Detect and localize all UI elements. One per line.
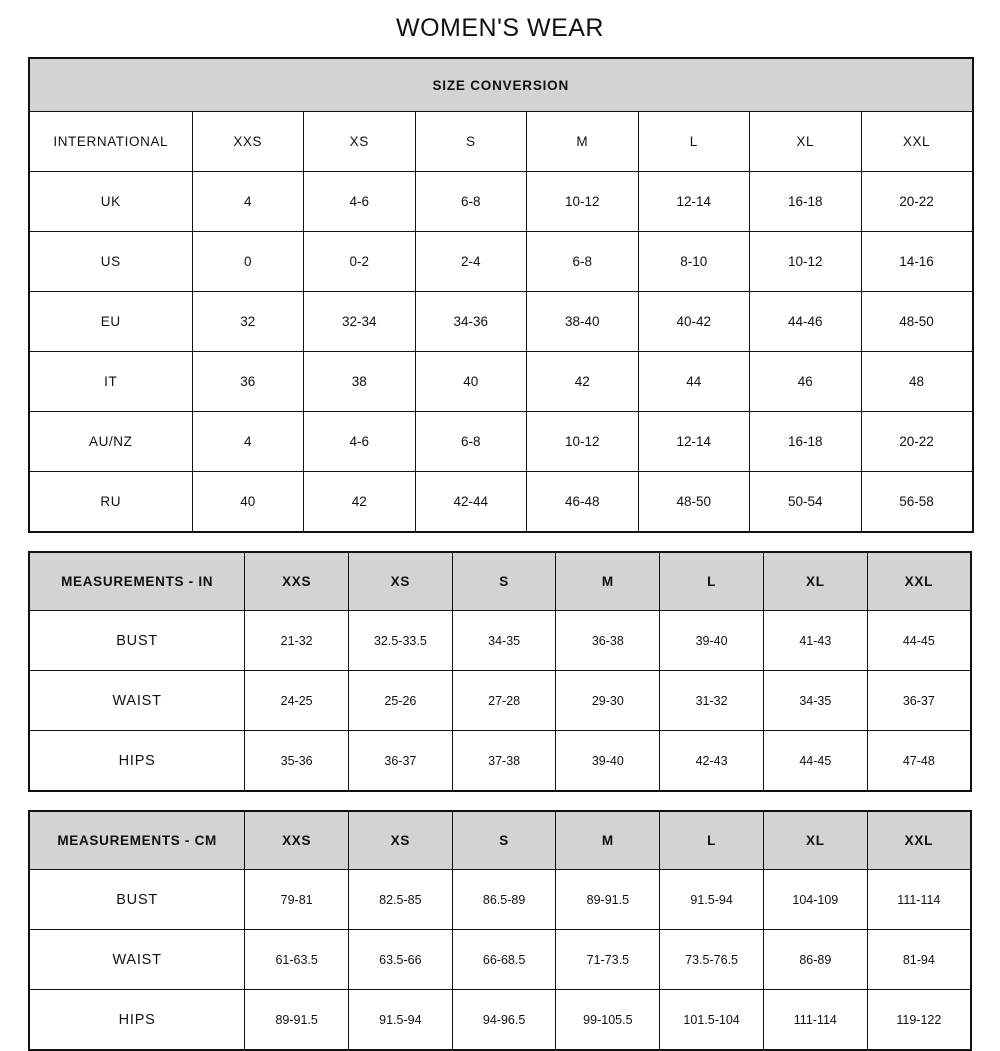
column-header-m: M xyxy=(556,552,660,611)
column-header-international: INTERNATIONAL xyxy=(29,112,192,172)
table-row xyxy=(29,930,971,990)
column-header-l: L xyxy=(638,112,750,172)
table-cell: 82.5-85 xyxy=(349,870,453,930)
column-header-m: M xyxy=(556,811,660,870)
table-row xyxy=(29,352,973,412)
table-cell: 40-42 xyxy=(638,292,750,352)
table-header-row xyxy=(29,552,971,611)
table-cell: 86-89 xyxy=(763,930,867,990)
column-header-xxs: XXS xyxy=(192,112,304,172)
table-cell: 42-43 xyxy=(660,731,764,792)
table-cell: 37-38 xyxy=(452,731,556,792)
row-label: BUST xyxy=(29,870,245,930)
table-cell: 111-114 xyxy=(763,990,867,1051)
table-cell: 10-12 xyxy=(527,412,639,472)
table-cell: 91.5-94 xyxy=(349,990,453,1051)
page-title: WOMEN'S WEAR xyxy=(396,14,604,42)
table-cell: 42 xyxy=(304,472,416,533)
table-row xyxy=(29,292,973,352)
table-cell: 32.5-33.5 xyxy=(349,611,453,671)
table-cell: 29-30 xyxy=(556,671,660,731)
table-cell: 48-50 xyxy=(861,292,973,352)
table-cell: 48-50 xyxy=(638,472,750,533)
column-header-xxl: XXL xyxy=(861,112,973,172)
column-header-l: L xyxy=(660,552,764,611)
table-cell: 41-43 xyxy=(763,611,867,671)
table-cell: 35-36 xyxy=(245,731,349,792)
table-cell: 34-35 xyxy=(452,611,556,671)
measurements-cm-table xyxy=(28,810,972,1051)
table-cell: 16-18 xyxy=(750,172,862,232)
column-header-xs: XS xyxy=(349,552,453,611)
row-label: WAIST xyxy=(29,671,245,731)
table-cell: 71-73.5 xyxy=(556,930,660,990)
row-label: WAIST xyxy=(29,930,245,990)
table-row xyxy=(29,990,971,1051)
table-cell: 32 xyxy=(192,292,304,352)
table-cell: 4 xyxy=(192,172,304,232)
table-cell: 6-8 xyxy=(415,412,527,472)
table-cell: 10-12 xyxy=(750,232,862,292)
table-row xyxy=(29,731,971,792)
table-cell: 56-58 xyxy=(861,472,973,533)
table-cell: 89-91.5 xyxy=(245,990,349,1051)
column-header-xl: XL xyxy=(763,811,867,870)
row-label: EU xyxy=(29,292,192,352)
table-cell: 4 xyxy=(192,412,304,472)
table-cell: 44-46 xyxy=(750,292,862,352)
table-cell: 32-34 xyxy=(304,292,416,352)
table-cell: 91.5-94 xyxy=(660,870,764,930)
table-cell: 20-22 xyxy=(861,412,973,472)
table-cell: 20-22 xyxy=(861,172,973,232)
table-row xyxy=(29,472,973,533)
size-conversion-table xyxy=(28,57,974,533)
table-header-row xyxy=(29,811,971,870)
row-label: IT xyxy=(29,352,192,412)
column-header-xl: XL xyxy=(763,552,867,611)
row-label: UK xyxy=(29,172,192,232)
table-cell: 36-37 xyxy=(349,731,453,792)
table-cell: 86.5-89 xyxy=(452,870,556,930)
table-cell: 36-37 xyxy=(867,671,971,731)
table-cell: 8-10 xyxy=(638,232,750,292)
table-cell: 40 xyxy=(415,352,527,412)
column-header-xs: XS xyxy=(304,112,416,172)
table-cell: 89-91.5 xyxy=(556,870,660,930)
table-cell: 39-40 xyxy=(660,611,764,671)
table-cell: 21-32 xyxy=(245,611,349,671)
table-cell: 99-105.5 xyxy=(556,990,660,1051)
table-cell: 79-81 xyxy=(245,870,349,930)
table-cell: 6-8 xyxy=(415,172,527,232)
table-cell: 4-6 xyxy=(304,412,416,472)
table-row xyxy=(29,671,971,731)
table-cell: 46-48 xyxy=(527,472,639,533)
table-row xyxy=(29,232,973,292)
table-cell: 44-45 xyxy=(763,731,867,792)
column-header-measurements-in: MEASUREMENTS - IN xyxy=(29,552,245,611)
table-cell: 47-48 xyxy=(867,731,971,792)
row-label: HIPS xyxy=(29,990,245,1051)
table-cell: 94-96.5 xyxy=(452,990,556,1051)
table-cell: 42 xyxy=(527,352,639,412)
table-cell: 38-40 xyxy=(527,292,639,352)
column-header-measurements-cm: MEASUREMENTS - CM xyxy=(29,811,245,870)
table-cell: 48 xyxy=(861,352,973,412)
table-cell: 27-28 xyxy=(452,671,556,731)
row-label: HIPS xyxy=(29,731,245,792)
row-label: RU xyxy=(29,472,192,533)
column-header-xl: XL xyxy=(750,112,862,172)
column-header-s: S xyxy=(415,112,527,172)
table-row xyxy=(29,412,973,472)
table-header-row xyxy=(29,112,973,172)
table-cell: 42-44 xyxy=(415,472,527,533)
table-cell: 63.5-66 xyxy=(349,930,453,990)
table-cell: 81-94 xyxy=(867,930,971,990)
table-row xyxy=(29,870,971,930)
table-banner-row xyxy=(29,58,973,112)
table-cell: 0-2 xyxy=(304,232,416,292)
table-cell: 104-109 xyxy=(763,870,867,930)
table-cell: 61-63.5 xyxy=(245,930,349,990)
column-header-xxs: XXS xyxy=(245,811,349,870)
table-cell: 39-40 xyxy=(556,731,660,792)
table-row xyxy=(29,172,973,232)
table-cell: 34-36 xyxy=(415,292,527,352)
table-cell: 12-14 xyxy=(638,412,750,472)
table-cell: 38 xyxy=(304,352,416,412)
table-cell: 0 xyxy=(192,232,304,292)
table-cell: 36 xyxy=(192,352,304,412)
column-header-xxs: XXS xyxy=(245,552,349,611)
table-cell: 10-12 xyxy=(527,172,639,232)
column-header-l: L xyxy=(660,811,764,870)
table-cell: 31-32 xyxy=(660,671,764,731)
table-cell: 50-54 xyxy=(750,472,862,533)
table-cell: 16-18 xyxy=(750,412,862,472)
column-header-s: S xyxy=(452,811,556,870)
row-label: US xyxy=(29,232,192,292)
table-row xyxy=(29,611,971,671)
column-header-s: S xyxy=(452,552,556,611)
row-label: BUST xyxy=(29,611,245,671)
table-cell: 46 xyxy=(750,352,862,412)
table-cell: 14-16 xyxy=(861,232,973,292)
table-cell: 12-14 xyxy=(638,172,750,232)
table-cell: 24-25 xyxy=(245,671,349,731)
size-conversion-banner: SIZE CONVERSION xyxy=(29,58,973,112)
row-label: AU/NZ xyxy=(29,412,192,472)
table-cell: 44-45 xyxy=(867,611,971,671)
table-cell: 44 xyxy=(638,352,750,412)
table-cell: 66-68.5 xyxy=(452,930,556,990)
column-header-m: M xyxy=(527,112,639,172)
table-cell: 111-114 xyxy=(867,870,971,930)
table-cell: 4-6 xyxy=(304,172,416,232)
column-header-xxl: XXL xyxy=(867,552,971,611)
table-cell: 25-26 xyxy=(349,671,453,731)
column-header-xs: XS xyxy=(349,811,453,870)
table-cell: 34-35 xyxy=(763,671,867,731)
table-cell: 119-122 xyxy=(867,990,971,1051)
table-cell: 101.5-104 xyxy=(660,990,764,1051)
table-cell: 40 xyxy=(192,472,304,533)
table-cell: 2-4 xyxy=(415,232,527,292)
column-header-xxl: XXL xyxy=(867,811,971,870)
table-cell: 6-8 xyxy=(527,232,639,292)
table-cell: 73.5-76.5 xyxy=(660,930,764,990)
measurements-inches-table xyxy=(28,551,972,792)
table-cell: 36-38 xyxy=(556,611,660,671)
